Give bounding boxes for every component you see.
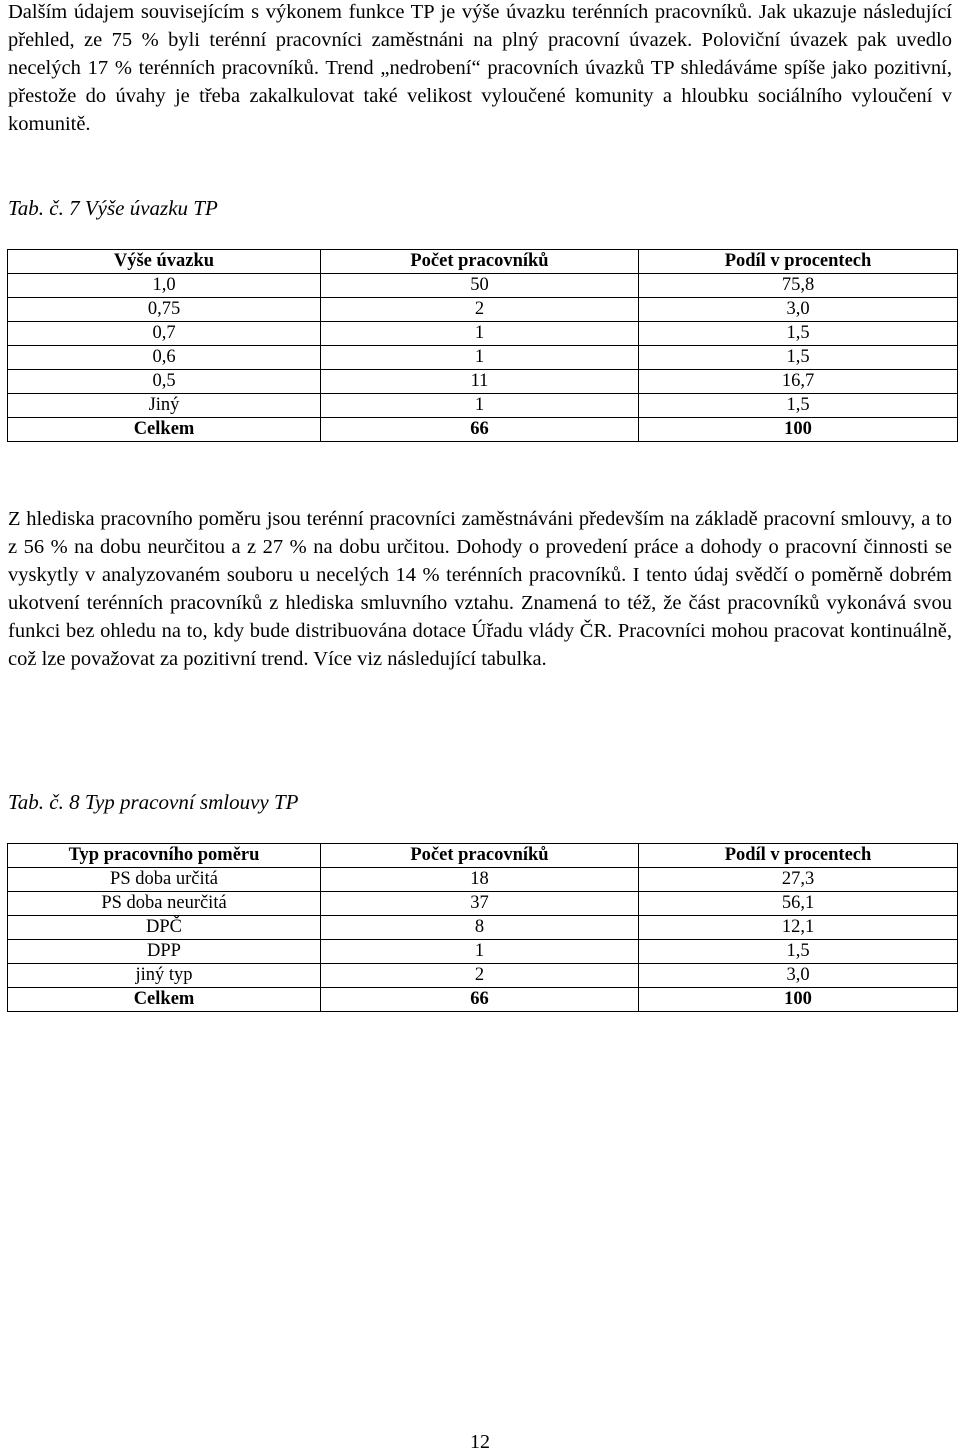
- table-row: [8, 274, 958, 298]
- table-cell: 8: [321, 916, 639, 940]
- total-cell: 100: [639, 988, 958, 1012]
- table-cell: 11: [321, 370, 639, 394]
- table-cell: 12,1: [639, 916, 958, 940]
- table-cell: PS doba určitá: [8, 868, 321, 892]
- header-cell: Typ pracovního poměru: [8, 844, 321, 868]
- table-row: [8, 370, 958, 394]
- table-row: [8, 322, 958, 346]
- header-cell: Podíl v procentech: [639, 250, 958, 274]
- table-cell: DPP: [8, 940, 321, 964]
- table-row: [8, 394, 958, 418]
- table-7-workload: [7, 249, 958, 442]
- table-row: [8, 298, 958, 322]
- page-number: 12: [470, 1431, 490, 1453]
- total-cell: 66: [321, 418, 639, 442]
- table-header-row: [8, 844, 958, 868]
- table-8-contract-type: [7, 843, 958, 1012]
- table-cell: 1,5: [639, 346, 958, 370]
- table-row: [8, 346, 958, 370]
- table-cell: 3,0: [639, 964, 958, 988]
- header-cell: Počet pracovníků: [321, 250, 639, 274]
- table-cell: Jiný: [8, 394, 321, 418]
- header-cell: Počet pracovníků: [321, 844, 639, 868]
- table-cell: 1,5: [639, 322, 958, 346]
- table-cell: 18: [321, 868, 639, 892]
- table-cell: 50: [321, 274, 639, 298]
- table-cell: 0,6: [8, 346, 321, 370]
- table-row: [8, 940, 958, 964]
- header-cell: Podíl v procentech: [639, 844, 958, 868]
- table-row: [8, 964, 958, 988]
- table-8-caption: Tab. č. 8 Typ pracovní smlouvy TP: [8, 790, 299, 814]
- table-cell: 2: [321, 964, 639, 988]
- table-cell: 0,7: [8, 322, 321, 346]
- table-cell: 1,0: [8, 274, 321, 298]
- table-cell: 1: [321, 940, 639, 964]
- table-row: [8, 892, 958, 916]
- table-row: [8, 868, 958, 892]
- table-cell: 16,7: [639, 370, 958, 394]
- total-cell: Celkem: [8, 418, 321, 442]
- table-cell: 2: [321, 298, 639, 322]
- table-cell: 0,5: [8, 370, 321, 394]
- table-cell: 3,0: [639, 298, 958, 322]
- intro-paragraph: Dalším údajem souvisejícím s výkonem funkce TP je výše úvazku terénních pracovníků. Jak ukazuje následující přehled, ze 75 % byli terénní pracovníci zaměstnáni na plný pracovní úvazek. Poloviční úvazek pak uvedlo necelých 17 % terénních pracovníků. Trend „nedrobení“ pracovních úvazků TP shledáváme spíše jako pozitivní, přestože do úvahy je třeba zakalkulovat také velikost vyloučené komunity a hloubku sociálního vyloučení v komunitě.: [8, 1, 952, 135]
- contracts-paragraph: Z hlediska pracovního poměru jsou terénní pracovníci zaměstnáváni především na základě pracovní smlouvy, a to z 56 % na dobu neurčitou a z 27 % na dobu určitou. Dohody o provedení práce a dohody o pracovní činnosti se vyskytly v analyzovaném souboru u necelých 14 % terénních pracovníků. I tento údaj svědčí o poměrně dobrém ukotvení terénních pracovníků z hlediska smluvního vztahu. Znamená to též, že část pracovníků vykonává svou funkci bez ohledu na to, kdy bude distribuována dotace Úřadu vlády ČR. Pracovníci mohou pracovat kontinuálně, což lze považovat za pozitivní trend. Více viz následující tabulka.: [8, 508, 952, 670]
- table-cell: 56,1: [639, 892, 958, 916]
- header-cell: Výše úvazku: [8, 250, 321, 274]
- table-cell: 1,5: [639, 394, 958, 418]
- table-cell: 1,5: [639, 940, 958, 964]
- table-header-row: [8, 250, 958, 274]
- table-row: [8, 916, 958, 940]
- table-cell: 75,8: [639, 274, 958, 298]
- table-cell: 1: [321, 346, 639, 370]
- table-cell: 37: [321, 892, 639, 916]
- table-cell: jiný typ: [8, 964, 321, 988]
- table-cell: 1: [321, 322, 639, 346]
- table-cell: 27,3: [639, 868, 958, 892]
- total-cell: 100: [639, 418, 958, 442]
- table-total-row: [8, 418, 958, 442]
- total-cell: Celkem: [8, 988, 321, 1012]
- table-cell: PS doba neurčitá: [8, 892, 321, 916]
- total-cell: 66: [321, 988, 639, 1012]
- table-cell: DPČ: [8, 916, 321, 940]
- table-7-caption: Tab. č. 7 Výše úvazku TP: [8, 196, 218, 220]
- table-total-row: [8, 988, 958, 1012]
- table-cell: 1: [321, 394, 639, 418]
- table-cell: 0,75: [8, 298, 321, 322]
